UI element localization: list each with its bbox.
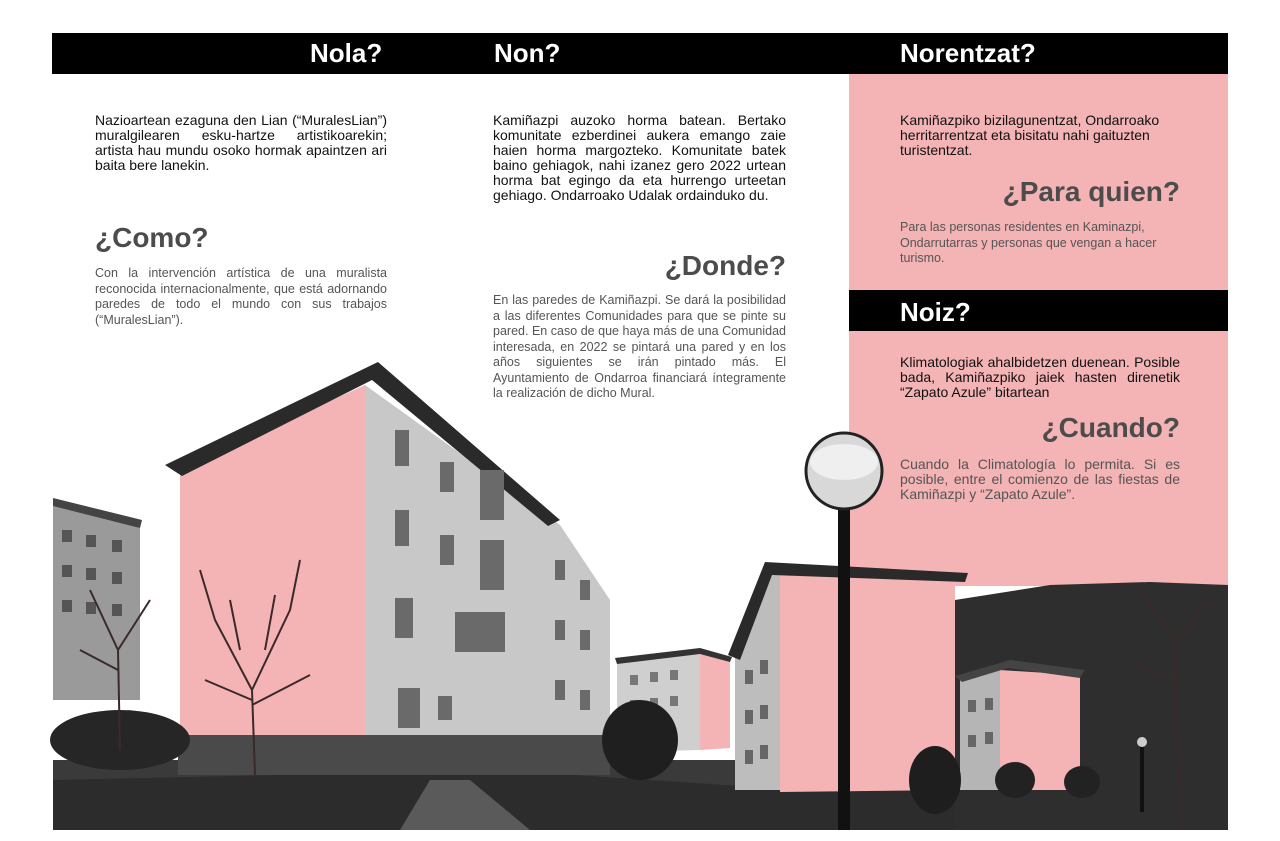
col3-basque-text: Kamiñazpiko bizilagunentzat, Ondarroako herritarrentzat eta bisitatu nahi gaituzten turistentzat. (900, 112, 1160, 158)
col3b-spanish-text: Cuando la Climatología lo permita. Si es posible, entre el comienzo de las fiestas de Kamiñazpi y “Zapato Azule”. (900, 456, 1180, 502)
col3b-basque-text: Klimatologiak ahalbidetzen duenean. Posible bada, Kamiñazpiko jaiek hasten direnetik “Zapato Azule” bitartean (900, 354, 1180, 400)
heading-norentzat: Norentzat? (900, 38, 1036, 68)
bush (602, 700, 678, 780)
col1-basque-text: Nazioartean ezaguna den Lian (“MuralesLian”) muralgilearen esku-hartze artistikoarekin; artista hau mundu osoko hormak apaintzen ari baita bere lanekin. (95, 112, 387, 173)
col1-spanish-heading: ¿Como? (95, 222, 209, 253)
heading-noiz: Noiz? (900, 297, 971, 327)
col3-spanish-text: Para las personas residentes en Kaminazpi, Ondarrutarras y personas que vengan a hacer turismo. (900, 220, 1157, 265)
col2-spanish-text: En las paredes de Kamiñazpi. Se dará la posibilidad a las diferentes Comunidades para que se pinte su pared. En caso de que haya más de una Comunidad interesada, en 2022 se pintará una pared y en los años siguientes se irán pintado más. El Ayuntamiento de Ondarroa financiará íntegramente la realización de dicho Mural. (493, 293, 786, 400)
heading-non: Non? (494, 38, 561, 68)
heading-nola: Nola? (310, 38, 383, 68)
col3-spanish-heading: ¿Para quien? (1002, 176, 1180, 207)
col2-basque-text: Kamiñazpi auzoko horma batean. Bertako komunitate ezberdinei aukera emango zaie haien horma margozteko. Komunitate batek baino gehiagok, nahi izanez gero 2022 urtean horma bat egingo da eta hurrengo urteetan gehiago. Ondarroako Udalak ordainduko du. (493, 112, 786, 203)
col1-spanish-text: Con la intervención artística de una muralista reconocida internacionalmente, que está adornando paredes de todo el mundo con sus trabajos (“MuralesLian”). (95, 266, 387, 327)
col2-spanish-heading: ¿Donde? (664, 250, 786, 281)
building-main (165, 362, 610, 775)
building-far-left (53, 498, 142, 700)
header-bar (52, 33, 1228, 74)
col3b-spanish-heading: ¿Cuando? (1041, 412, 1180, 443)
